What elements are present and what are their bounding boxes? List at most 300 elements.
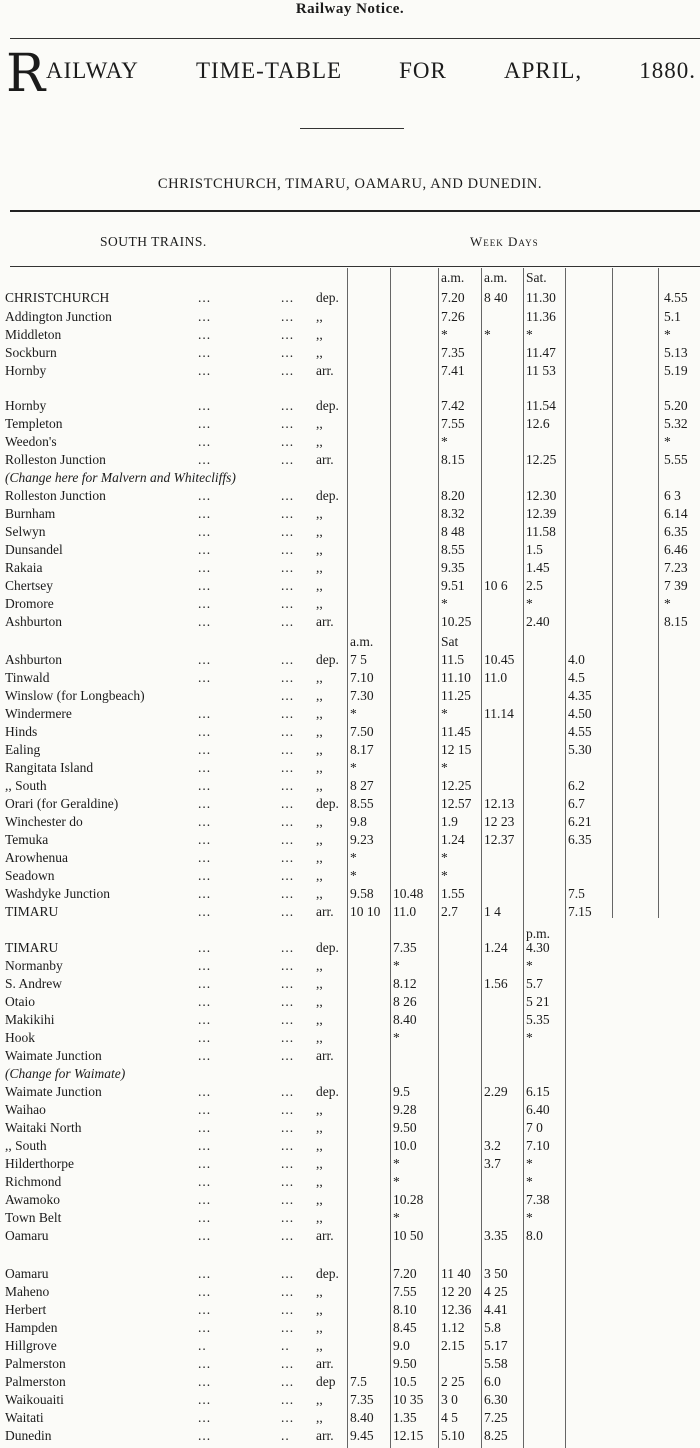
time-cell: 9.58 [350,886,374,901]
leader-dots: ... [281,976,295,991]
arr-dep-marker: ,, [316,706,323,721]
timetable-row [0,904,700,922]
time-cell: 11 53 [526,363,556,378]
timetable-row [0,614,700,632]
timetable-row [0,1192,700,1210]
station-name: Winchester do [5,814,83,829]
time-cell: 8.45 [393,1320,417,1335]
arr-dep-marker: ,, [316,434,323,449]
time-cell: 12.39 [526,506,557,521]
time-cell: 7.23 [664,560,688,575]
timetable-row [0,1320,700,1338]
time-cell: * [526,1030,533,1045]
time-cell: 10.48 [393,886,424,901]
leader-dots: ... [198,578,212,593]
timetable-row [0,506,700,524]
timetable-row [0,560,700,578]
time-cell: 5.17 [484,1338,508,1353]
leader-dots: ... [198,760,212,775]
leader-dots: ... [198,560,212,575]
leader-dots: ... [281,524,295,539]
leader-dots: ... [198,976,212,991]
time-cell: 9.23 [350,832,374,847]
time-cell: 12.15 [393,1428,424,1443]
time-cell: 8 26 [393,994,417,1009]
arr-dep-marker: dep. [316,398,339,413]
time-cell: p.m. [526,926,551,941]
arr-dep-marker: ,, [316,327,323,342]
time-cell: a.m. [441,270,465,285]
time-cell: 6.2 [568,778,585,793]
station-name: (Change here for Malvern and Whitecliffs) [5,470,236,485]
time-cell: 3.35 [484,1228,508,1243]
time-cell: 12.57 [441,796,472,811]
timetable-row [0,796,700,814]
timetable-row [0,578,700,596]
leader-dots: ... [281,850,295,865]
timetable-row [0,1428,700,1446]
leader-dots: ... [281,1374,295,1389]
leader-dots: ... [281,1156,295,1171]
arr-dep-marker: ,, [316,778,323,793]
station-name: Chertsey [5,578,53,593]
arr-dep-marker: ,, [316,994,323,1009]
arr-dep-marker: ,, [316,1338,323,1353]
station-name: Rakaia [5,560,43,575]
station-name: Hillgrove [5,1338,57,1353]
time-cell: 6.40 [526,1102,550,1117]
arr-dep-marker: ,, [316,1320,323,1335]
time-cell: 8.12 [393,976,417,991]
arr-dep-marker: ,, [316,1156,323,1171]
leader-dots: ... [198,345,212,360]
arr-dep-marker: ,, [316,814,323,829]
time-cell: 9.45 [350,1428,374,1443]
timetable-row [0,290,700,308]
time-cell: 6.46 [664,542,688,557]
leader-dots: ... [198,1266,212,1281]
leader-dots: ... [198,886,212,901]
time-cell: 2.15 [441,1338,465,1353]
timetable-row [0,1048,700,1066]
time-cell: 4.30 [526,940,550,955]
arr-dep-marker: ,, [316,1030,323,1045]
leader-dots: ... [281,290,295,305]
station-name: Otaio [5,994,35,1009]
time-cell: 5.1 [664,309,681,324]
leader-dots: ... [281,1084,295,1099]
arr-dep-marker: ,, [316,578,323,593]
time-cell: 8.10 [393,1302,417,1317]
station-name: Makikihi [5,1012,55,1027]
station-name: Richmond [5,1174,62,1189]
time-cell: 1.5 [526,542,543,557]
time-cell: 7.20 [441,290,465,305]
time-cell: 11.36 [526,309,556,324]
leader-dots: ... [198,958,212,973]
leader-dots: ... [198,904,212,919]
arr-dep-marker: ,, [316,345,323,360]
timetable-row [0,760,700,778]
leader-dots: ... [198,1138,212,1153]
arr-dep-marker: dep [316,1374,336,1389]
time-cell: 7.35 [441,345,465,360]
leader-dots: ... [281,434,295,449]
leader-dots: ... [281,958,295,973]
station-name: Hook [5,1030,35,1045]
time-cell: 11.54 [526,398,556,413]
time-cell: 1.35 [393,1410,417,1425]
leader-dots: ... [281,1210,295,1225]
leader-dots: ... [198,596,212,611]
time-cell: 1 4 [484,904,501,919]
leader-dots: ... [198,940,212,955]
time-cell: 12.36 [441,1302,472,1317]
station-name: Ashburton [5,614,62,629]
time-cell: * [441,850,448,865]
arr-dep-marker: ,, [316,760,323,775]
leader-dots: ... [198,1156,212,1171]
leader-dots: ... [198,796,212,811]
station-name: Hampden [5,1320,58,1335]
arr-dep-marker: ,, [316,742,323,757]
time-cell: 8.40 [393,1012,417,1027]
time-cell: 7.26 [441,309,465,324]
time-cell: 6.30 [484,1392,508,1407]
timetable-row [0,652,700,670]
leader-dots: ... [198,742,212,757]
time-cell: 6.21 [568,814,592,829]
time-cell: * [393,1210,400,1225]
leader-dots: ... [198,1228,212,1243]
time-cell: 5.58 [484,1356,508,1371]
leader-dots: ... [198,309,212,324]
time-cell: 10.0 [393,1138,417,1153]
station-name: Sockburn [5,345,57,360]
time-cell: 1.55 [441,886,465,901]
arr-dep-marker: ,, [316,1192,323,1207]
time-cell: 5.7 [526,976,543,991]
leader-dots: ... [198,850,212,865]
leader-dots: ... [198,524,212,539]
time-cell: 7 5 [350,652,367,667]
time-cell: 10.5 [393,1374,417,1389]
leader-dots: ... [281,1120,295,1135]
leader-dots: ... [281,416,295,431]
time-cell: 1.24 [441,832,465,847]
time-cell: 2 25 [441,1374,465,1389]
time-cell: 9.28 [393,1102,417,1117]
leader-dots: ... [281,578,295,593]
timetable-row [0,1228,700,1246]
leader-dots: ... [198,652,212,667]
station-name: Town Belt [5,1210,62,1225]
leader-dots: ... [198,868,212,883]
time-cell: 11.5 [441,652,465,667]
time-cell: * [441,327,448,342]
timetable-row [0,1030,700,1048]
leader-dots: ... [281,1356,295,1371]
station-name: Dunsandel [5,542,63,557]
time-cell: 10.25 [441,614,472,629]
station-name: Middleton [5,327,62,342]
arr-dep-marker: ,, [316,958,323,973]
leader-dots: ... [281,670,295,685]
time-cell: 4 25 [484,1284,508,1299]
timetable-row [0,778,700,796]
time-cell: 11.14 [484,706,514,721]
leader-dots: ... [281,1048,295,1063]
time-cell: 3.2 [484,1138,501,1153]
time-cell: 11.0 [393,904,417,919]
leader-dots: ... [281,688,295,703]
leader-dots: ... [198,1428,212,1443]
leader-dots: ... [198,290,212,305]
leader-dots: ... [198,416,212,431]
leader-dots: ... [198,778,212,793]
arr-dep-marker: ,, [316,1410,323,1425]
time-cell: 11.47 [526,345,556,360]
time-cell: * [393,1156,400,1171]
time-cell: a.m. [350,634,374,649]
leader-dots: ... [281,706,295,721]
time-cell: 4.55 [568,724,592,739]
timetable-row [0,542,700,560]
timetable-row [0,742,700,760]
leader-dots: ... [198,1174,212,1189]
leader-dots: ... [281,814,295,829]
time-cell: 12.25 [526,452,557,467]
station-name: Seadown [5,868,55,883]
time-cell: 7 39 [664,578,688,593]
leader-dots: ... [198,1012,212,1027]
station-name: Normanby [5,958,63,973]
station-name: Oamaru [5,1266,49,1281]
time-cell: 2.5 [526,578,543,593]
station-name: Waimate Junction [5,1048,102,1063]
time-cell: 12.6 [526,416,550,431]
station-name: Templeton [5,416,63,431]
station-name: Tinwald [5,670,50,685]
time-cell: 7.41 [441,363,465,378]
time-cell: 8 40 [484,290,508,305]
time-cell: 3.7 [484,1156,501,1171]
arr-dep-marker: ,, [316,560,323,575]
time-cell: 11 40 [441,1266,471,1281]
leader-dots: ... [281,940,295,955]
leader-dots: ... [281,1012,295,1027]
leader-dots: ... [281,506,295,521]
leader-dots: ... [198,327,212,342]
time-cell: 7.30 [350,688,374,703]
direction-heading: SOUTH TRAINS. [100,234,207,249]
time-cell: * [441,706,448,721]
time-cell: * [526,1174,533,1189]
time-cell: 11.45 [441,724,471,739]
station-name: Temuka [5,832,49,847]
time-cell: 7.55 [393,1284,417,1299]
time-cell: 11.0 [484,670,508,685]
leader-dots: .. [198,1338,207,1353]
timetable-row [0,345,700,363]
arr-dep-marker: ,, [316,1174,323,1189]
leader-dots: ... [281,560,295,575]
arr-dep-marker: ,, [316,724,323,739]
timetable-row [0,398,700,416]
time-cell: * [350,868,357,883]
time-cell: 8.55 [350,796,374,811]
time-cell: 6.0 [484,1374,501,1389]
leader-dots: ... [198,1192,212,1207]
time-cell: 5.10 [441,1428,465,1443]
arr-dep-marker: ,, [316,506,323,521]
station-name: CHRISTCHURCH [5,290,110,305]
station-name: Waihao [5,1102,46,1117]
time-cell: 6 3 [664,488,681,503]
time-cell: 8.0 [526,1228,543,1243]
leader-dots: ... [198,506,212,521]
station-name: Hornby [5,398,47,413]
station-name: Waimate Junction [5,1084,102,1099]
time-cell: 8.32 [441,506,465,521]
leader-dots: ... [198,724,212,739]
time-cell: * [441,434,448,449]
arr-dep-marker: ,, [316,309,323,324]
time-cell: 5.55 [664,452,688,467]
timetable-row [0,270,700,288]
time-cell: * [350,850,357,865]
leader-dots: ... [198,363,212,378]
time-cell: * [350,706,357,721]
leader-dots: ... [198,706,212,721]
arr-dep-marker: arr. [316,1228,334,1243]
time-cell: 7.42 [441,398,465,413]
arr-dep-marker: ,, [316,886,323,901]
time-cell: 9.35 [441,560,465,575]
station-name: Oamaru [5,1228,49,1243]
time-cell: 5.19 [664,363,688,378]
timetable-row [0,1084,700,1102]
leader-dots: ... [281,1284,295,1299]
leader-dots: ... [281,327,295,342]
time-cell: 5.32 [664,416,688,431]
station-name: Herbert [5,1302,47,1317]
station-name: Hornby [5,363,47,378]
route-heading: CHRISTCHURCH, TIMARU, OAMARU, AND DUNEDIN. [157,176,543,192]
timetable-row [0,524,700,542]
station-name: Awamoko [5,1192,61,1207]
time-cell: * [526,327,533,342]
time-cell: 9.51 [441,578,465,593]
arr-dep-marker: dep. [316,796,339,811]
time-cell: * [526,958,533,973]
station-name: S. Andrew [5,976,62,991]
time-cell: 1.45 [526,560,550,575]
leader-dots: ... [281,868,295,883]
station-name: Palmerston [5,1374,66,1389]
leader-dots: .. [281,1338,290,1353]
arr-dep-marker: ,, [316,850,323,865]
time-cell: 1.12 [441,1320,465,1335]
timetable-row [0,958,700,976]
station-name: Dunedin [5,1428,52,1443]
arr-dep-marker: dep. [316,1266,339,1281]
time-cell: * [441,596,448,611]
time-cell: 7.50 [350,724,374,739]
note-row [0,470,700,488]
timetable-row [0,452,700,470]
leader-dots: ... [281,1192,295,1207]
time-cell: 6.7 [568,796,585,811]
arr-dep-marker: dep. [316,488,339,503]
timetable-row [0,706,700,724]
station-name: TIMARU [5,940,59,955]
leader-dots: ... [281,796,295,811]
leader-dots: ... [281,345,295,360]
leader-dots: ... [281,652,295,667]
station-name: Hinds [5,724,38,739]
time-cell: 5.30 [568,742,592,757]
time-cell: 10 10 [350,904,381,919]
station-name: Hilderthorpe [5,1156,74,1171]
time-cell: 8.40 [350,1410,374,1425]
time-cell: * [526,596,533,611]
station-name: Weedon's [5,434,57,449]
leader-dots: ... [198,614,212,629]
leader-dots: ... [198,1084,212,1099]
time-cell: 7.10 [350,670,374,685]
time-cell: 4.50 [568,706,592,721]
timetable-row [0,1284,700,1302]
leader-dots: ... [198,1320,212,1335]
timetable-row [0,1102,700,1120]
station-name: Dromore [5,596,54,611]
leader-dots: ... [281,1392,295,1407]
time-cell: 9.0 [393,1338,410,1353]
title-word-4: APRIL, [503,58,583,83]
station-name: Rolleston Junction [5,452,106,467]
station-name: Rangitata Island [5,760,94,775]
arr-dep-marker: ,, [316,542,323,557]
time-cell: * [664,434,671,449]
time-cell: 10 6 [484,578,508,593]
time-cell: 6.35 [664,524,688,539]
station-name: Waikouaiti [5,1392,64,1407]
timetable-row [0,1374,700,1392]
leader-dots: ... [198,1410,212,1425]
time-cell: 10 50 [393,1228,424,1243]
time-cell: 5 21 [526,994,550,1009]
leader-dots: ... [281,1102,295,1117]
station-name: ,, South [5,778,47,793]
station-name: Ealing [5,742,41,757]
timetable-row [0,868,700,886]
time-cell: 8.55 [441,542,465,557]
time-cell: 5.35 [526,1012,550,1027]
timetable-row [0,976,700,994]
arr-dep-marker: ,, [316,832,323,847]
time-cell: * [441,868,448,883]
leader-dots: ... [281,1174,295,1189]
time-cell: 8.20 [441,488,465,503]
time-cell: 7.10 [526,1138,550,1153]
station-name: Addington Junction [5,309,112,324]
time-cell: 9.50 [393,1120,417,1135]
section-title: Railway Notice. [295,1,405,17]
arr-dep-marker: ,, [316,1102,323,1117]
time-cell: 4 5 [441,1410,458,1425]
timetable-row [0,1174,700,1192]
